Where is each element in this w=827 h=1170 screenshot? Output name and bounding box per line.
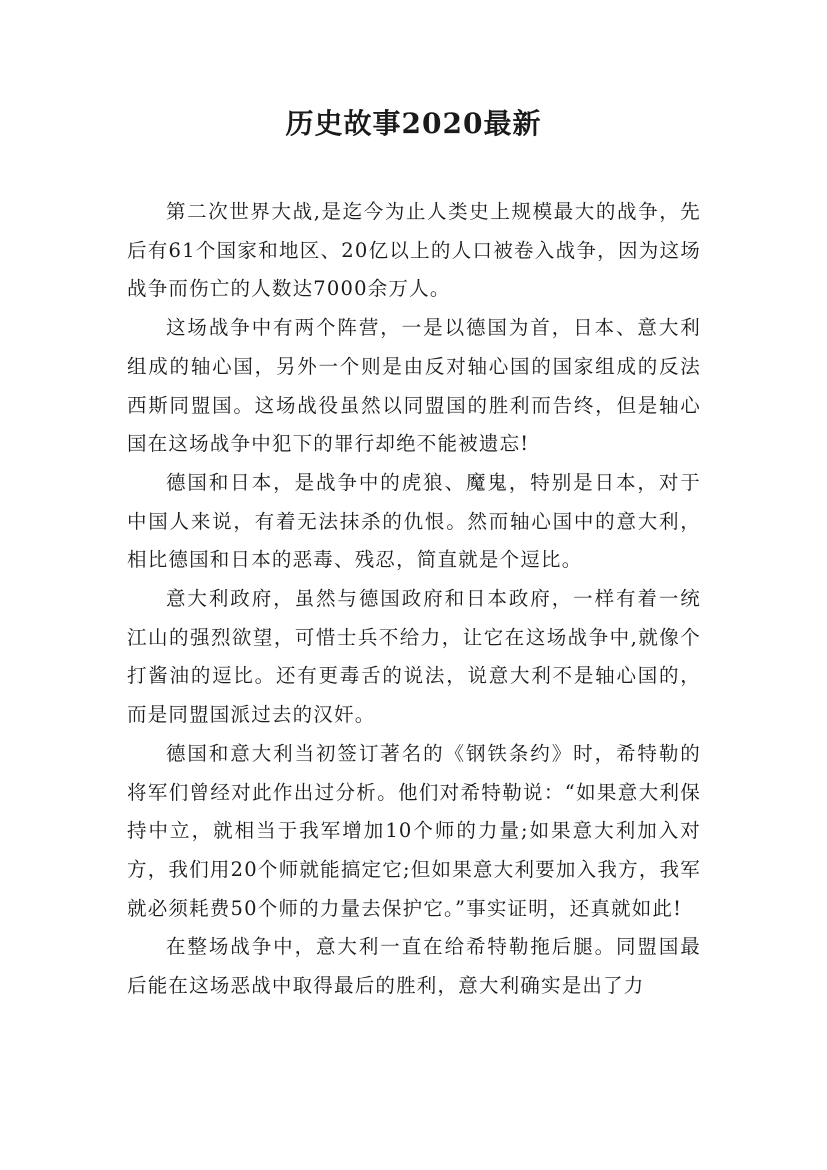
paragraph: 德国和意大利当初签订著名的《钢铁条约》时，希特勒的将军们曾经对此作出过分析。他们对希特勒说：“如果意大利保持中立，就相当于我军增加10个师的力量;如果意大利加入对方，我们用20个师就能搞定它;但如果意大利要加入我方，我军就必须耗费50个师的力量去保护它。”事实证明，还真就如此! (127, 741, 701, 920)
document-title: 历史故事2020最新 (285, 107, 542, 140)
paragraph: 德国和日本，是战争中的虎狼、魔鬼，特别是日本，对于中国人来说，有着无法抹杀的仇恨。然而轴心国中的意大利，相比德国和日本的恶毒、残忍，简直就是个逗比。 (127, 470, 701, 572)
paragraph: 在整场战争中，意大利一直在给希特勒拖后腿。同盟国最后能在这场恶战中取得最后的胜利，意大利确实是出了力 (127, 935, 701, 998)
paragraph: 这场战争中有两个阵营，一是以德国为首，日本、意大利组成的轴心国，另外一个则是由反对轴心国的国家组成的反法西斯同盟国。这场战役虽然以同盟国的胜利而告终，但是轴心国在这场战争中犯下的罪行却绝不能被遗忘! (127, 316, 701, 456)
paragraph: 意大利政府，虽然与德国政府和日本政府，一样有着一统江山的强烈欲望，可惜士兵不给力，让它在这场战争中,就像个打酱油的逗比。还有更毒舌的说法，说意大利不是轴心国的，而是同盟国派过去的汉奸。 (127, 587, 701, 727)
document-body (127, 193, 701, 1006)
paragraph: 第二次世界大战,是迄今为止人类史上规模最大的战争，先后有61个国家和地区、20亿以上的人口被卷入战争，因为这场战争而伤亡的人数达7000余万人。 (127, 200, 701, 301)
